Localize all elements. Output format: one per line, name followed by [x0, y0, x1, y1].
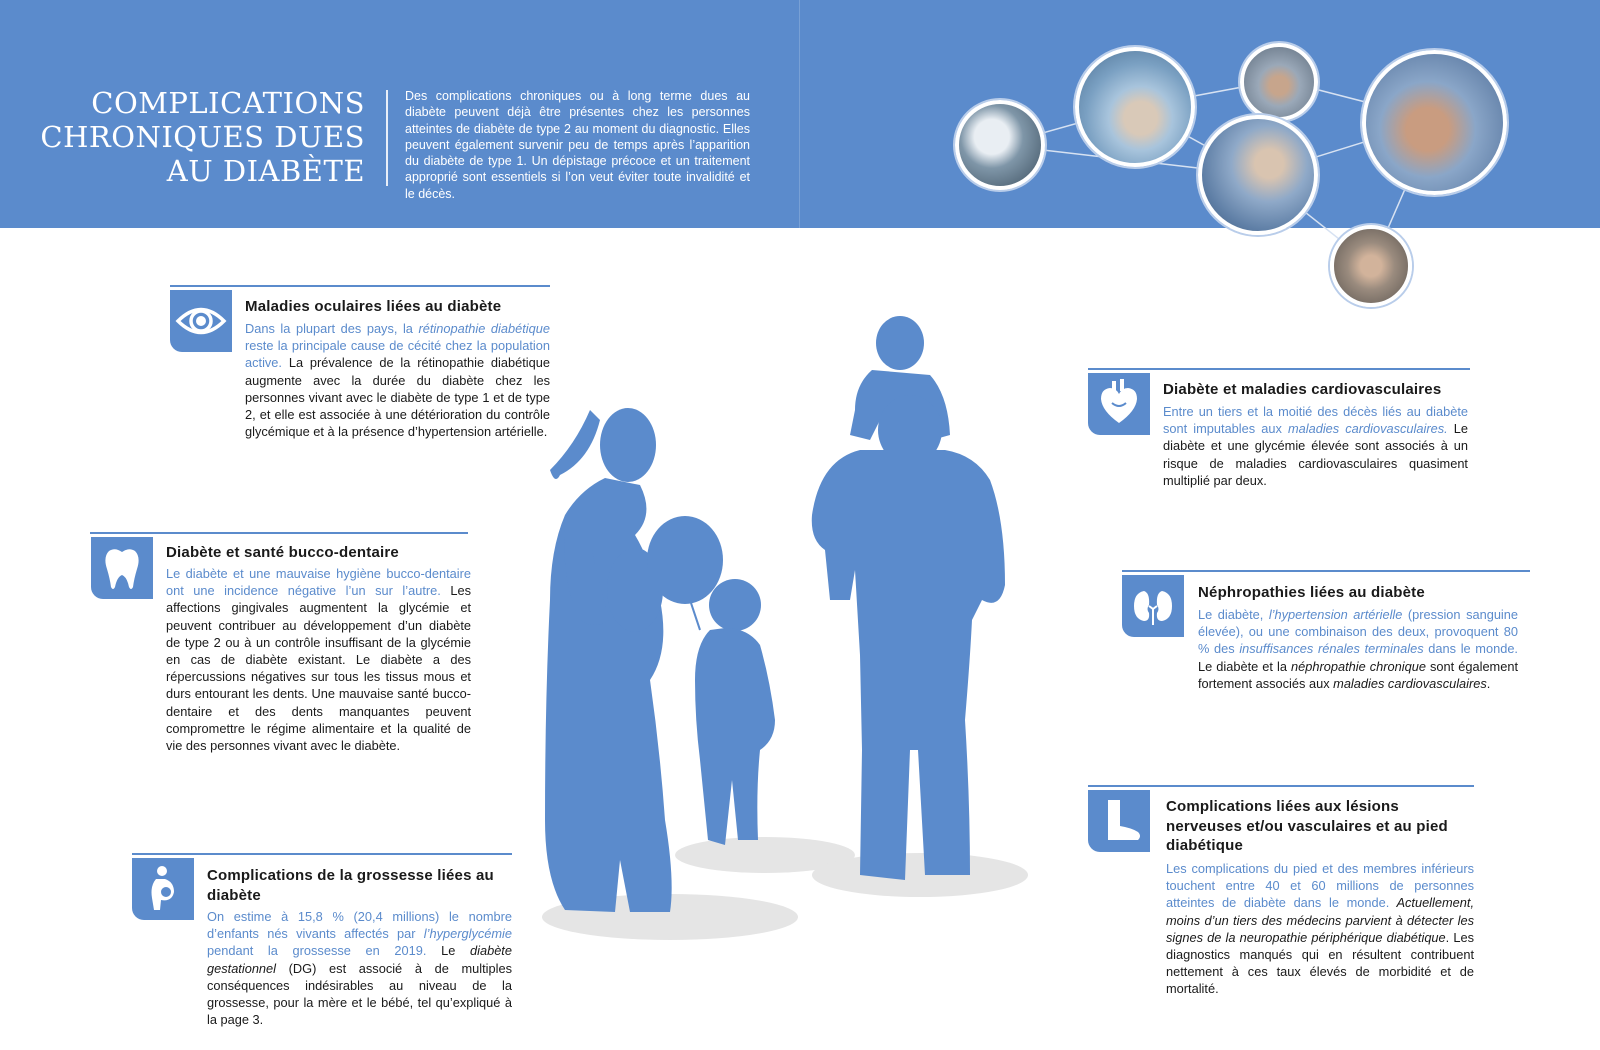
body-text: Le diabète et une glycémie élevée sont associés à un risque de maladies cardiovasculaires quasiment multiplié par deux.: [1163, 421, 1469, 488]
section-body-kidney: [1198, 606, 1518, 692]
body-text: (DG) est associé à de multiples conséquences indésirables au niveau de la grossesse, pour la mère et le bébé, tel qu’expliqué à la page 3.: [207, 960, 512, 1028]
highlight-text: maladies cardiovasculaires.: [1287, 421, 1448, 437]
title-line: COMPLICATIONS: [91, 86, 365, 120]
body-text: Le: [426, 943, 470, 959]
section-rule-kidney: [1122, 570, 1530, 572]
intro-text: Des complications chroniques ou à long terme dues au diabète peuvent déjà être présentes chez les personnes atteintes de diabète de type 2 au moment du diagnostic. Elles peuvent également survenir peu de temps après l’apparition du diabète de type 1. Un dépistage précoce et un traitement approprié sont essentiels si l’on veut éviter toute invalidité et le décès.: [405, 89, 750, 201]
section-rule-cardio: [1088, 368, 1470, 370]
section-body-eye: [245, 320, 550, 440]
highlight-text: rétinopathie diabétique: [418, 321, 550, 336]
heart-icon: [1088, 373, 1150, 435]
page-title: [20, 86, 365, 188]
body-text: La prévalence de la rétinopathie diabétique augmente avec la durée du diabète chez les personnes vivant avec le diabète de type 1 et de type 2, et elle est associée à une détérioration du contrôle glycémique et à la présence d’hypertension artérielle.: [245, 355, 550, 440]
kidney-icon: [1122, 575, 1184, 637]
section-title-eye: Maladies oculaires liées au diabète: [245, 298, 502, 315]
section-rule-foot: [1088, 785, 1474, 787]
photo-pregnancy-check: [1362, 50, 1507, 195]
photo-foot-exam: [1330, 225, 1412, 307]
body-text: diabète gestationnel: [207, 943, 512, 976]
highlight-text: On estime à 15,8 % (20,4 millions) le nombre d’enfants nés vivants affectés par: [207, 909, 512, 942]
highlight-text: dans le monde.: [1423, 641, 1518, 657]
photo-collage: [950, 35, 1600, 315]
highlight-text: l’hypertension artérielle: [1268, 607, 1403, 622]
body-text: Les affections gingivales augmentent la glycémie et peuvent contribuer au développement d’un diabète de type 2 ou à un contrôle insuffisant de la glycémie en cas de diabète existant. Le diabète a des répercussions négatives sur tous les tissus mous et durs entourant les dents. Une mauvaise santé bucco-dentaire et des dents manquantes peuvent compromettre le régime alimentaire et la qualité de vie des personnes vivant avec le diabète.: [166, 583, 471, 754]
section-title-pregnancy: Complications de la grossesse liées au diabète: [207, 867, 494, 904]
body-text: .: [1486, 675, 1491, 691]
section-title-kidney: Néphropathies liées au diabète: [1198, 584, 1425, 601]
section-body-cardio: [1163, 403, 1468, 489]
highlight-text: l’hyperglycémie: [423, 926, 512, 942]
highlight-text: (pression sanguine élevée), ou une combinaison des deux, provoquent 80 % des: [1198, 607, 1519, 657]
photo-consultation: [1240, 43, 1318, 121]
section-body-foot: [1166, 860, 1474, 998]
section-body-pregnancy: [207, 908, 512, 1028]
page-fold: [799, 0, 800, 228]
title-line: CHRONIQUES DUES: [40, 120, 365, 154]
title-line: AU DIABÈTE: [166, 154, 365, 188]
section-title-foot: Complications liées aux lésions nerveuses et/ou vasculaires et au pied diabétique: [1166, 798, 1448, 854]
highlight-text: Dans la plupart des pays, la: [245, 321, 419, 336]
highlight-text: pendant la grossesse en 2019.: [207, 943, 427, 959]
section-title-cardio: Diabète et maladies cardiovasculaires: [1163, 381, 1442, 398]
photo-eye-exam: [955, 100, 1045, 190]
body-text: . Les diagnostics manqués qui en résultent contribuent nettement à ces taux élevés de morbidité et de mortalité.: [1166, 929, 1474, 997]
body-text: Actuellement, moins d’un tiers des médecins parvient à détecter les signes de la neuropathie périphérique diabétique: [1166, 895, 1474, 945]
title-divider: [386, 90, 388, 186]
body-text: Le diabète et la: [1198, 658, 1292, 674]
child-silhouette: [647, 516, 775, 845]
photo-dental-care: [1075, 47, 1195, 167]
body-text: sont également fortement associés aux: [1198, 658, 1519, 691]
section-title-oral: Diabète et santé bucco-dentaire: [166, 544, 399, 561]
body-text: maladies cardiovasculaires: [1333, 675, 1487, 691]
eye-icon: [170, 290, 232, 352]
body-text: néphropathie chronique: [1291, 658, 1426, 674]
family-silhouettes: [520, 300, 1040, 980]
highlight-text: Entre un tiers et la moitié des décès liés au diabète sont imputables aux: [1163, 404, 1468, 437]
section-body-oral: [166, 565, 471, 754]
photo-patient-visit: [1198, 115, 1318, 235]
section-rule-oral: [90, 532, 468, 534]
highlight-text: reste la principale cause de cécité chez la population active.: [245, 338, 550, 371]
pregnancy-icon: [132, 858, 194, 920]
section-rule-eye: [170, 285, 550, 287]
woman-silhouette: [545, 408, 672, 912]
foot-icon: [1088, 790, 1150, 852]
highlight-text: insuffisances rénales terminales: [1239, 641, 1424, 657]
highlight-text: Le diabète et une mauvaise hygiène bucco-dentaire ont une incidence négative l’un sur l’autre.: [166, 566, 471, 599]
man-silhouette: [812, 316, 1005, 880]
highlight-text: Le diabète,: [1198, 607, 1269, 622]
section-rule-pregnancy: [132, 853, 512, 855]
tooth-icon: [91, 537, 153, 599]
highlight-text: Les complications du pied et des membres inférieurs touchent entre 40 et 60 millions de personnes atteintes de diabète dans le monde.: [1166, 861, 1474, 911]
